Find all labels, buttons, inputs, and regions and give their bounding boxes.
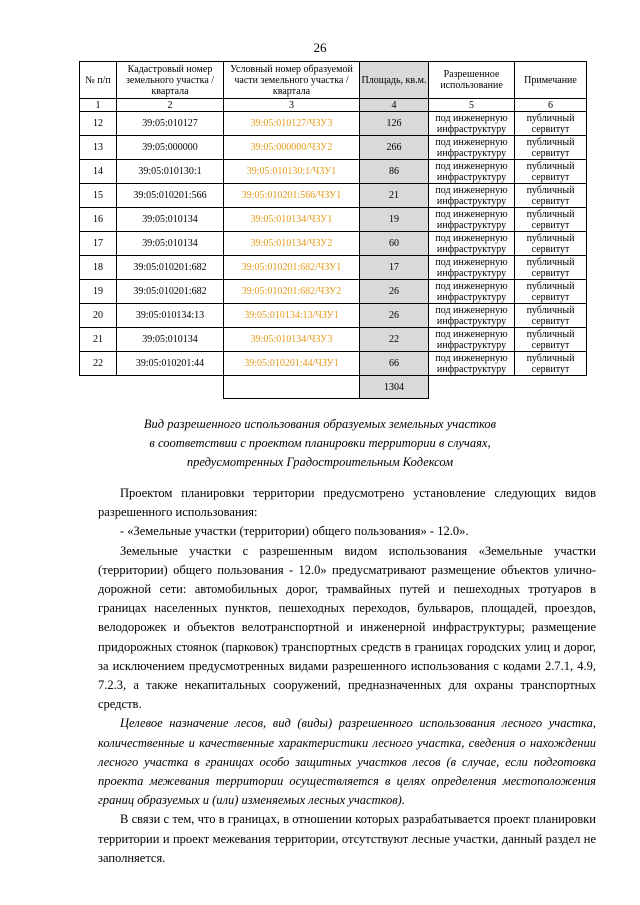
cell-cadastral-number: 39:05:010201:682: [117, 256, 224, 280]
cell-cadastral-number: 39:05:010201:566: [117, 184, 224, 208]
header-conditional-number: Условный номер образуемой части земельного участка /квартала: [224, 62, 360, 99]
cell-note: публичный сервитут: [515, 160, 587, 184]
total-empty: [80, 376, 117, 399]
paragraph: - «Земельные участки (территории) общего пользования» - 12.0».: [120, 524, 469, 539]
cell-permitted-use: под инженерную инфраструктуру: [429, 304, 515, 328]
cell-permitted-use: под инженерную инфраструктуру: [429, 280, 515, 304]
caption-line: в соответствии с проектом планировки территории в случаях,: [149, 436, 491, 450]
header-note: Примечание: [515, 62, 587, 99]
header-permitted-use: Разрешенное использование: [429, 62, 515, 99]
table-row: [80, 160, 587, 184]
cell-area: 60: [360, 232, 429, 256]
column-number: 3: [224, 99, 360, 112]
cell-cadastral-number: 39:05:010130:1: [117, 160, 224, 184]
column-number: 6: [515, 99, 587, 112]
cell-permitted-use: под инженерную инфраструктуру: [429, 232, 515, 256]
header-cadastral-number: Кадастровый номер земельного участка /квартала: [117, 62, 224, 99]
paragraph: Земельные участки с разрешенным видом использования «Земельные участки (территории) общего пользования - 12.0» предусматривают размещение объектов улично-дорожной сети: автомобильных дорог, трамвайных путей и пешеходных тротуаров в границах населенных пунктов, пешеходных переходов, бульваров, площадей, проездов, велодорожек и объектов велотранспортной и инженерной инфраструктуры; размещение придорожных стоянок (парковок) транспортных средств в границах городских улиц и дорог, за исключением предусмотренных видами разрешенного использования с кодами 2.7.1, 4.9, 7.2.3, а также некапитальных сооружений, предназначенных для охраны транспортных средств.: [98, 543, 596, 712]
cell-area: 17: [360, 256, 429, 280]
cell-note: публичный сервитут: [515, 352, 587, 376]
cell-area: 266: [360, 136, 429, 160]
cell-note: публичный сервитут: [515, 304, 587, 328]
cell-conditional-number: 39:05:010201:566/ЧЗУ1: [224, 184, 360, 208]
cell-permitted-use: под инженерную инфраструктуру: [429, 352, 515, 376]
table-row: [80, 304, 587, 328]
paragraph: Проектом планировки территории предусмотрено установление следующих видов разрешенного использования:: [98, 486, 596, 520]
cell-area: 22: [360, 328, 429, 352]
cell-permitted-use: под инженерную инфраструктуру: [429, 136, 515, 160]
cell-number: 21: [80, 328, 117, 352]
column-number: 4: [360, 99, 429, 112]
caption-line: предусмотренных Градостроительным Кодексом: [186, 455, 454, 469]
cell-number: 13: [80, 136, 117, 160]
cell-cadastral-number: 39:05:010127: [117, 112, 224, 136]
cell-permitted-use: под инженерную инфраструктуру: [429, 112, 515, 136]
cell-note: публичный сервитут: [515, 184, 587, 208]
table-row: [80, 208, 587, 232]
cell-cadastral-number: 39:05:010134: [117, 208, 224, 232]
cell-conditional-number: 39:05:010134/ЧЗУ3: [224, 328, 360, 352]
cell-permitted-use: под инженерную инфраструктуру: [429, 256, 515, 280]
caption: [0, 415, 640, 472]
total-empty: [117, 376, 224, 399]
cell-cadastral-number: 39:05:010201:682: [117, 280, 224, 304]
cell-conditional-number: 39:05:000000/ЧЗУ2: [224, 136, 360, 160]
page-number: 26: [313, 40, 327, 55]
cell-conditional-number: 39:05:010127/ЧЗУ3: [224, 112, 360, 136]
cell-note: публичный сервитут: [515, 280, 587, 304]
header-area: Площадь, кв.м.: [360, 62, 429, 99]
cell-conditional-number: 39:05:010134:13/ЧЗУ1: [224, 304, 360, 328]
cell-area: 126: [360, 112, 429, 136]
cell-cadastral-number: 39:05:010201:44: [117, 352, 224, 376]
cell-number: 19: [80, 280, 117, 304]
table-row: [80, 184, 587, 208]
cell-area: 21: [360, 184, 429, 208]
cell-permitted-use: под инженерную инфраструктуру: [429, 160, 515, 184]
table-row: [80, 256, 587, 280]
cell-number: 14: [80, 160, 117, 184]
cell-cadastral-number: 39:05:000000: [117, 136, 224, 160]
cell-number: 17: [80, 232, 117, 256]
cell-note: публичный сервитут: [515, 328, 587, 352]
cell-number: 18: [80, 256, 117, 280]
paragraph-italic: Целевое назначение лесов, вид (виды) разрешенного использования лесного участка, количественные и качественные характеристики лесного участка, сведения о нахождении лесного участка в границах особо защитных участков лесов (в случае, если подготовка проекта межевания территории осуществляется в целях определения местоположения границ образуемых и (или) изменяемых лесных участков).: [98, 716, 596, 808]
paragraph: В связи с тем, что в границах, в отношении которых разрабатывается проект планировки территории и проект межевания территории, отсутствуют лесные участки, данный раздел не заполняется.: [98, 812, 596, 865]
cell-cadastral-number: 39:05:010134: [117, 232, 224, 256]
cell-area: 26: [360, 304, 429, 328]
cell-conditional-number: 39:05:010130:1/ЧЗУ1: [224, 160, 360, 184]
table-row: [80, 232, 587, 256]
cell-conditional-number: 39:05:010134/ЧЗУ2: [224, 232, 360, 256]
table-row: [80, 352, 587, 376]
cell-area: 26: [360, 280, 429, 304]
cell-permitted-use: под инженерную инфраструктуру: [429, 184, 515, 208]
body-text: [98, 484, 596, 868]
table-row: [80, 112, 587, 136]
total-row: [80, 376, 587, 399]
cell-conditional-number: 39:05:010201:682/ЧЗУ1: [224, 256, 360, 280]
cell-number: 12: [80, 112, 117, 136]
total-empty: [515, 376, 587, 399]
column-number: 1: [80, 99, 117, 112]
cell-permitted-use: под инженерную инфраструктуру: [429, 208, 515, 232]
cell-conditional-number: 39:05:010201:44/ЧЗУ1: [224, 352, 360, 376]
table-row: [80, 328, 587, 352]
total-area: 1304: [360, 376, 429, 399]
cell-conditional-number: 39:05:010134/ЧЗУ1: [224, 208, 360, 232]
table-header-row: [80, 62, 587, 99]
cell-number: 16: [80, 208, 117, 232]
cell-note: публичный сервитут: [515, 208, 587, 232]
cell-note: публичный сервитут: [515, 136, 587, 160]
total-empty: [429, 376, 515, 399]
column-number-row: [80, 99, 587, 112]
cell-area: 66: [360, 352, 429, 376]
cell-number: 15: [80, 184, 117, 208]
cell-area: 86: [360, 160, 429, 184]
cell-area: 19: [360, 208, 429, 232]
cell-note: публичный сервитут: [515, 256, 587, 280]
cell-cadastral-number: 39:05:010134: [117, 328, 224, 352]
cell-number: 20: [80, 304, 117, 328]
cell-cadastral-number: 39:05:010134:13: [117, 304, 224, 328]
cell-permitted-use: под инженерную инфраструктуру: [429, 328, 515, 352]
cell-note: публичный сервитут: [515, 232, 587, 256]
total-empty: [224, 376, 360, 399]
caption-line: Вид разрешенного использования образуемых земельных участков: [143, 417, 497, 431]
cell-note: публичный сервитут: [515, 112, 587, 136]
table-row: [80, 136, 587, 160]
header-number: № п/п: [80, 62, 117, 99]
column-number: 5: [429, 99, 515, 112]
cell-number: 22: [80, 352, 117, 376]
land-plots-table: [79, 61, 587, 399]
table-row: [80, 280, 587, 304]
column-number: 2: [117, 99, 224, 112]
cell-conditional-number: 39:05:010201:682/ЧЗУ2: [224, 280, 360, 304]
